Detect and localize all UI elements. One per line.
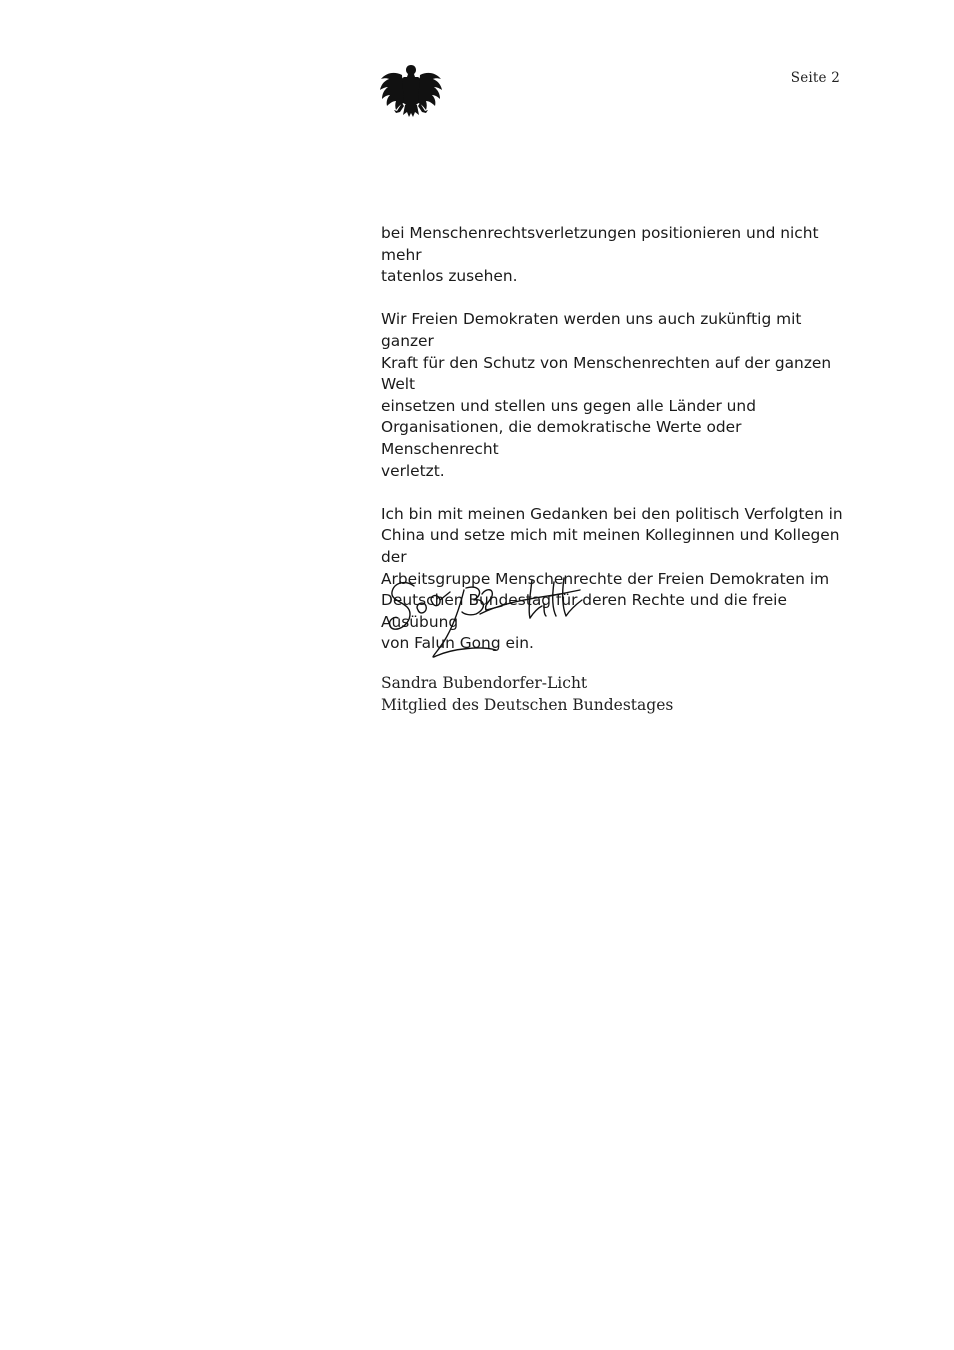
sender-block [381, 673, 673, 716]
page-number: Seite 2 [790, 70, 840, 86]
paragraph-1: bei Menschenrechtsverletzungen positionieren und nicht mehr tatenlos zusehen. [381, 224, 819, 286]
bundestag-eagle-icon [378, 63, 444, 119]
paragraph-2: Wir Freien Demokraten werden uns auch zukünftig mit ganzer Kraft für den Schutz von Menschenrechten auf der ganzen Welt einsetzen und stellen uns gegen alle Länder und Organisationen, die demokratische Werte oder Menschenrecht verletzt. [381, 310, 832, 480]
sender-name: Sandra Bubendorfer-Licht [381, 674, 588, 692]
sender-title: Mitglied des Deutschen Bundestages [381, 695, 674, 714]
handwritten-signature-icon [384, 572, 604, 664]
paragraph-3: Ich bin mit meinen Gedanken bei den politisch Verfolgten in China und setze mich mit meinen Kolleginnen und Kollegen der Arbeitsgruppe Menschenrechte der Freien Demokraten im Deutschen Bundestag für deren Rechte und die freie Ausübung von Falun Gong ein. [381, 504, 843, 653]
